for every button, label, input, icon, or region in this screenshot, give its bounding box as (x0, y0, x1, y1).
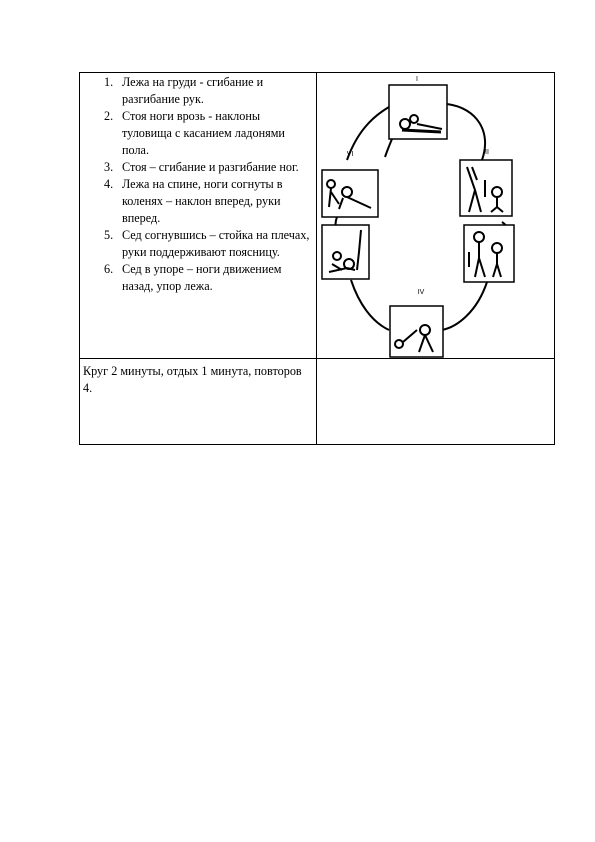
station-iii-frame (464, 225, 514, 282)
circuit-arc-i-ii (447, 104, 485, 160)
exercise-item-1 (82, 74, 312, 108)
exercise-text: Сед согнувшись – стойка на плечах, руки поддерживают поясницу. (122, 228, 310, 259)
exercise-text: Лежа на груди - сгибание и разгибание рук. (122, 75, 264, 106)
exercise-item-6 (82, 261, 312, 295)
station-i-label: I (416, 76, 418, 83)
exercise-item-3 (82, 159, 312, 176)
exercise-list (82, 74, 312, 295)
station-ii (460, 149, 512, 216)
table-border-left (79, 72, 80, 445)
station-vi (322, 151, 378, 217)
station-v (322, 225, 369, 279)
station-iv-label: IV (417, 289, 425, 296)
table-border-bottom (79, 444, 555, 445)
exercise-number: 4. (104, 177, 114, 191)
exercise-item-2 (82, 108, 312, 159)
exercise-number: 5. (104, 228, 114, 242)
station-vi-label: VI (346, 151, 354, 158)
exercise-number: 1. (104, 75, 114, 89)
station-iii (464, 225, 514, 282)
exercise-text: Сед в упоре – ноги движением назад, упор лежа. (122, 262, 282, 293)
exercise-item-5 (82, 227, 312, 261)
station-iv (390, 289, 443, 357)
exercise-number: 2. (104, 109, 114, 123)
station-ii-label: II (485, 149, 489, 156)
summary-cell (83, 363, 311, 397)
circuit-diagram (317, 72, 557, 362)
exercise-number: 3. (104, 160, 114, 174)
exercise-text: Стоя ноги врозь - наклоны туловища с касанием ладонями пола. (122, 109, 285, 157)
station-i (389, 76, 447, 139)
exercise-item-4 (82, 176, 312, 227)
station-v-frame (322, 225, 369, 279)
summary-text: Круг 2 минуты, отдых 1 минута, повторов 4. (83, 364, 302, 395)
circuit-arc-iii-iv (442, 282, 487, 330)
exercise-number: 6. (104, 262, 114, 276)
circuit-arc-iv-v (351, 280, 389, 330)
exercise-text: Лежа на спине, ноги согнуты в коленях – наклон вперед, руки вперед. (122, 177, 283, 225)
exercise-text: Стоя – сгибание и разгибание ног. (122, 160, 299, 174)
exercise-list-cell (82, 74, 312, 295)
